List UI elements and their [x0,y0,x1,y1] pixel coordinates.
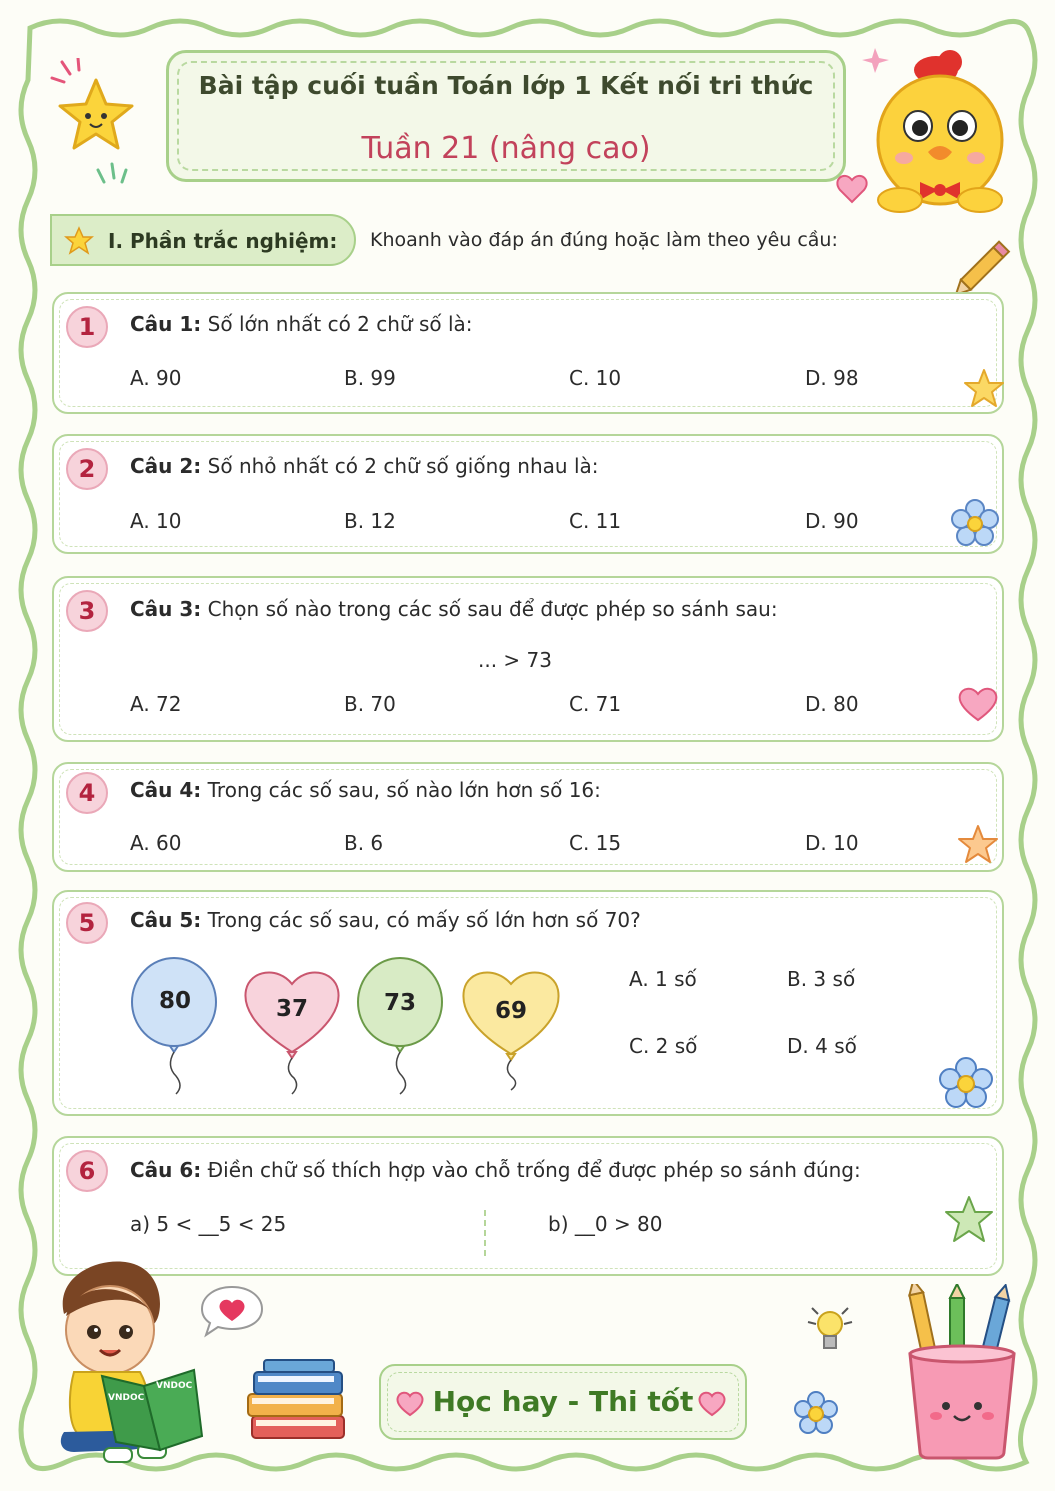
question-label: Câu 1: [130,312,202,336]
question-text: Số nhỏ nhất có 2 chữ số giống nhau là: [207,454,599,478]
question-label: Câu 2: [130,454,202,478]
question-number: 3 [66,590,108,632]
question-text: Điền chữ số thích hợp vào chỗ trống để được phép so sánh đúng: [207,1158,861,1182]
heart-icon [697,1390,727,1418]
question-card-2 [52,434,1004,554]
question-label: Câu 3: [130,597,202,621]
books-stack-icon [244,1358,352,1444]
option-d[interactable]: D. 90 [805,509,859,533]
title-box [166,50,846,182]
section-title: I. Phần trắc nghiệm: [108,229,338,253]
question-card-5 [52,890,1004,1116]
option-b[interactable]: B. 12 [344,509,396,533]
balloon-number: 69 [494,998,527,1024]
divider [484,1210,486,1256]
option-d[interactable]: D. 98 [805,366,859,390]
question-number: 6 [66,1150,108,1192]
flower-icon [950,498,1000,548]
option-a[interactable]: A. 72 [130,692,182,716]
smiling-star-icon [48,58,148,188]
book-label: VNDOC [156,1381,193,1391]
option-d[interactable]: D. 80 [805,692,859,716]
star-icon [64,226,94,256]
fill-in-part-b[interactable]: b) __0 > 80 [548,1212,663,1236]
question-card-3 [52,576,1004,742]
option-c[interactable]: C. 11 [569,509,622,533]
pencil-cup-icon [900,1284,1024,1460]
comparison-expression: ... > 73 [478,648,552,672]
option-a[interactable]: A. 90 [130,366,182,390]
flower-icon [938,1056,994,1110]
option-a[interactable]: A. 60 [130,831,182,855]
question-number: 2 [66,448,108,490]
balloon-blue [126,956,226,1096]
question-number: 5 [66,902,108,944]
question-label: Câu 6: [130,1158,202,1182]
option-a[interactable]: A. 1 số [629,967,697,991]
question-label: Câu 5: [130,908,202,932]
balloon-number: 37 [275,996,308,1022]
balloon-yellow [458,962,564,1092]
section-tab [50,214,356,266]
balloon-number: 80 [158,988,191,1014]
question-text: Chọn số nào trong các số sau để được phép so sánh sau: [207,597,778,621]
page-subtitle: Tuần 21 (nâng cao) [361,131,651,166]
option-c[interactable]: C. 71 [569,692,622,716]
star-icon [942,1194,996,1246]
question-text: Trong các số sau, số nào lớn hơn số 16: [207,778,601,802]
flower-icon [792,1390,840,1436]
question-card-1 [52,292,1004,414]
balloon-pink [240,962,344,1096]
option-c[interactable]: C. 15 [569,831,622,855]
balloon-green [354,956,448,1096]
question-text: Trong các số sau, có mấy số lớn hơn số 70? [207,908,641,932]
question-card-4 [52,762,1004,872]
balloon-number: 73 [383,990,416,1016]
option-d[interactable]: D. 4 số [787,1034,857,1058]
motto-text: Học hay - Thi tốt [432,1385,694,1418]
chick-mascot-icon [820,40,1020,220]
fill-in-part-a[interactable]: a) 5 < __5 < 25 [130,1212,287,1236]
option-b[interactable]: B. 3 số [787,967,856,991]
star-icon [956,824,1000,866]
option-b[interactable]: B. 99 [344,366,396,390]
book-label: VNDOC [108,1393,145,1403]
option-c[interactable]: C. 10 [569,366,622,390]
star-icon [962,368,1006,410]
option-c[interactable]: C. 2 số [629,1034,698,1058]
pencil-icon [952,232,1022,298]
option-a[interactable]: A. 10 [130,509,182,533]
option-d[interactable]: D. 10 [805,831,859,855]
question-text: Số lớn nhất có 2 chữ số là: [207,312,473,336]
question-number: 1 [66,306,108,348]
question-number: 4 [66,772,108,814]
option-b[interactable]: B. 70 [344,692,396,716]
motto-banner [379,1364,747,1440]
section-instruction: Khoanh vào đáp án đúng hoặc làm theo yêu cầu: [370,229,838,251]
lightbulb-icon [800,1300,860,1360]
boy-reading-icon [44,1254,214,1474]
question-label: Câu 4: [130,778,202,802]
page-title: Bài tập cuối tuần Toán lớp 1 Kết nối tri thức [198,71,814,100]
heart-icon [956,684,1000,724]
option-b[interactable]: B. 6 [344,831,384,855]
